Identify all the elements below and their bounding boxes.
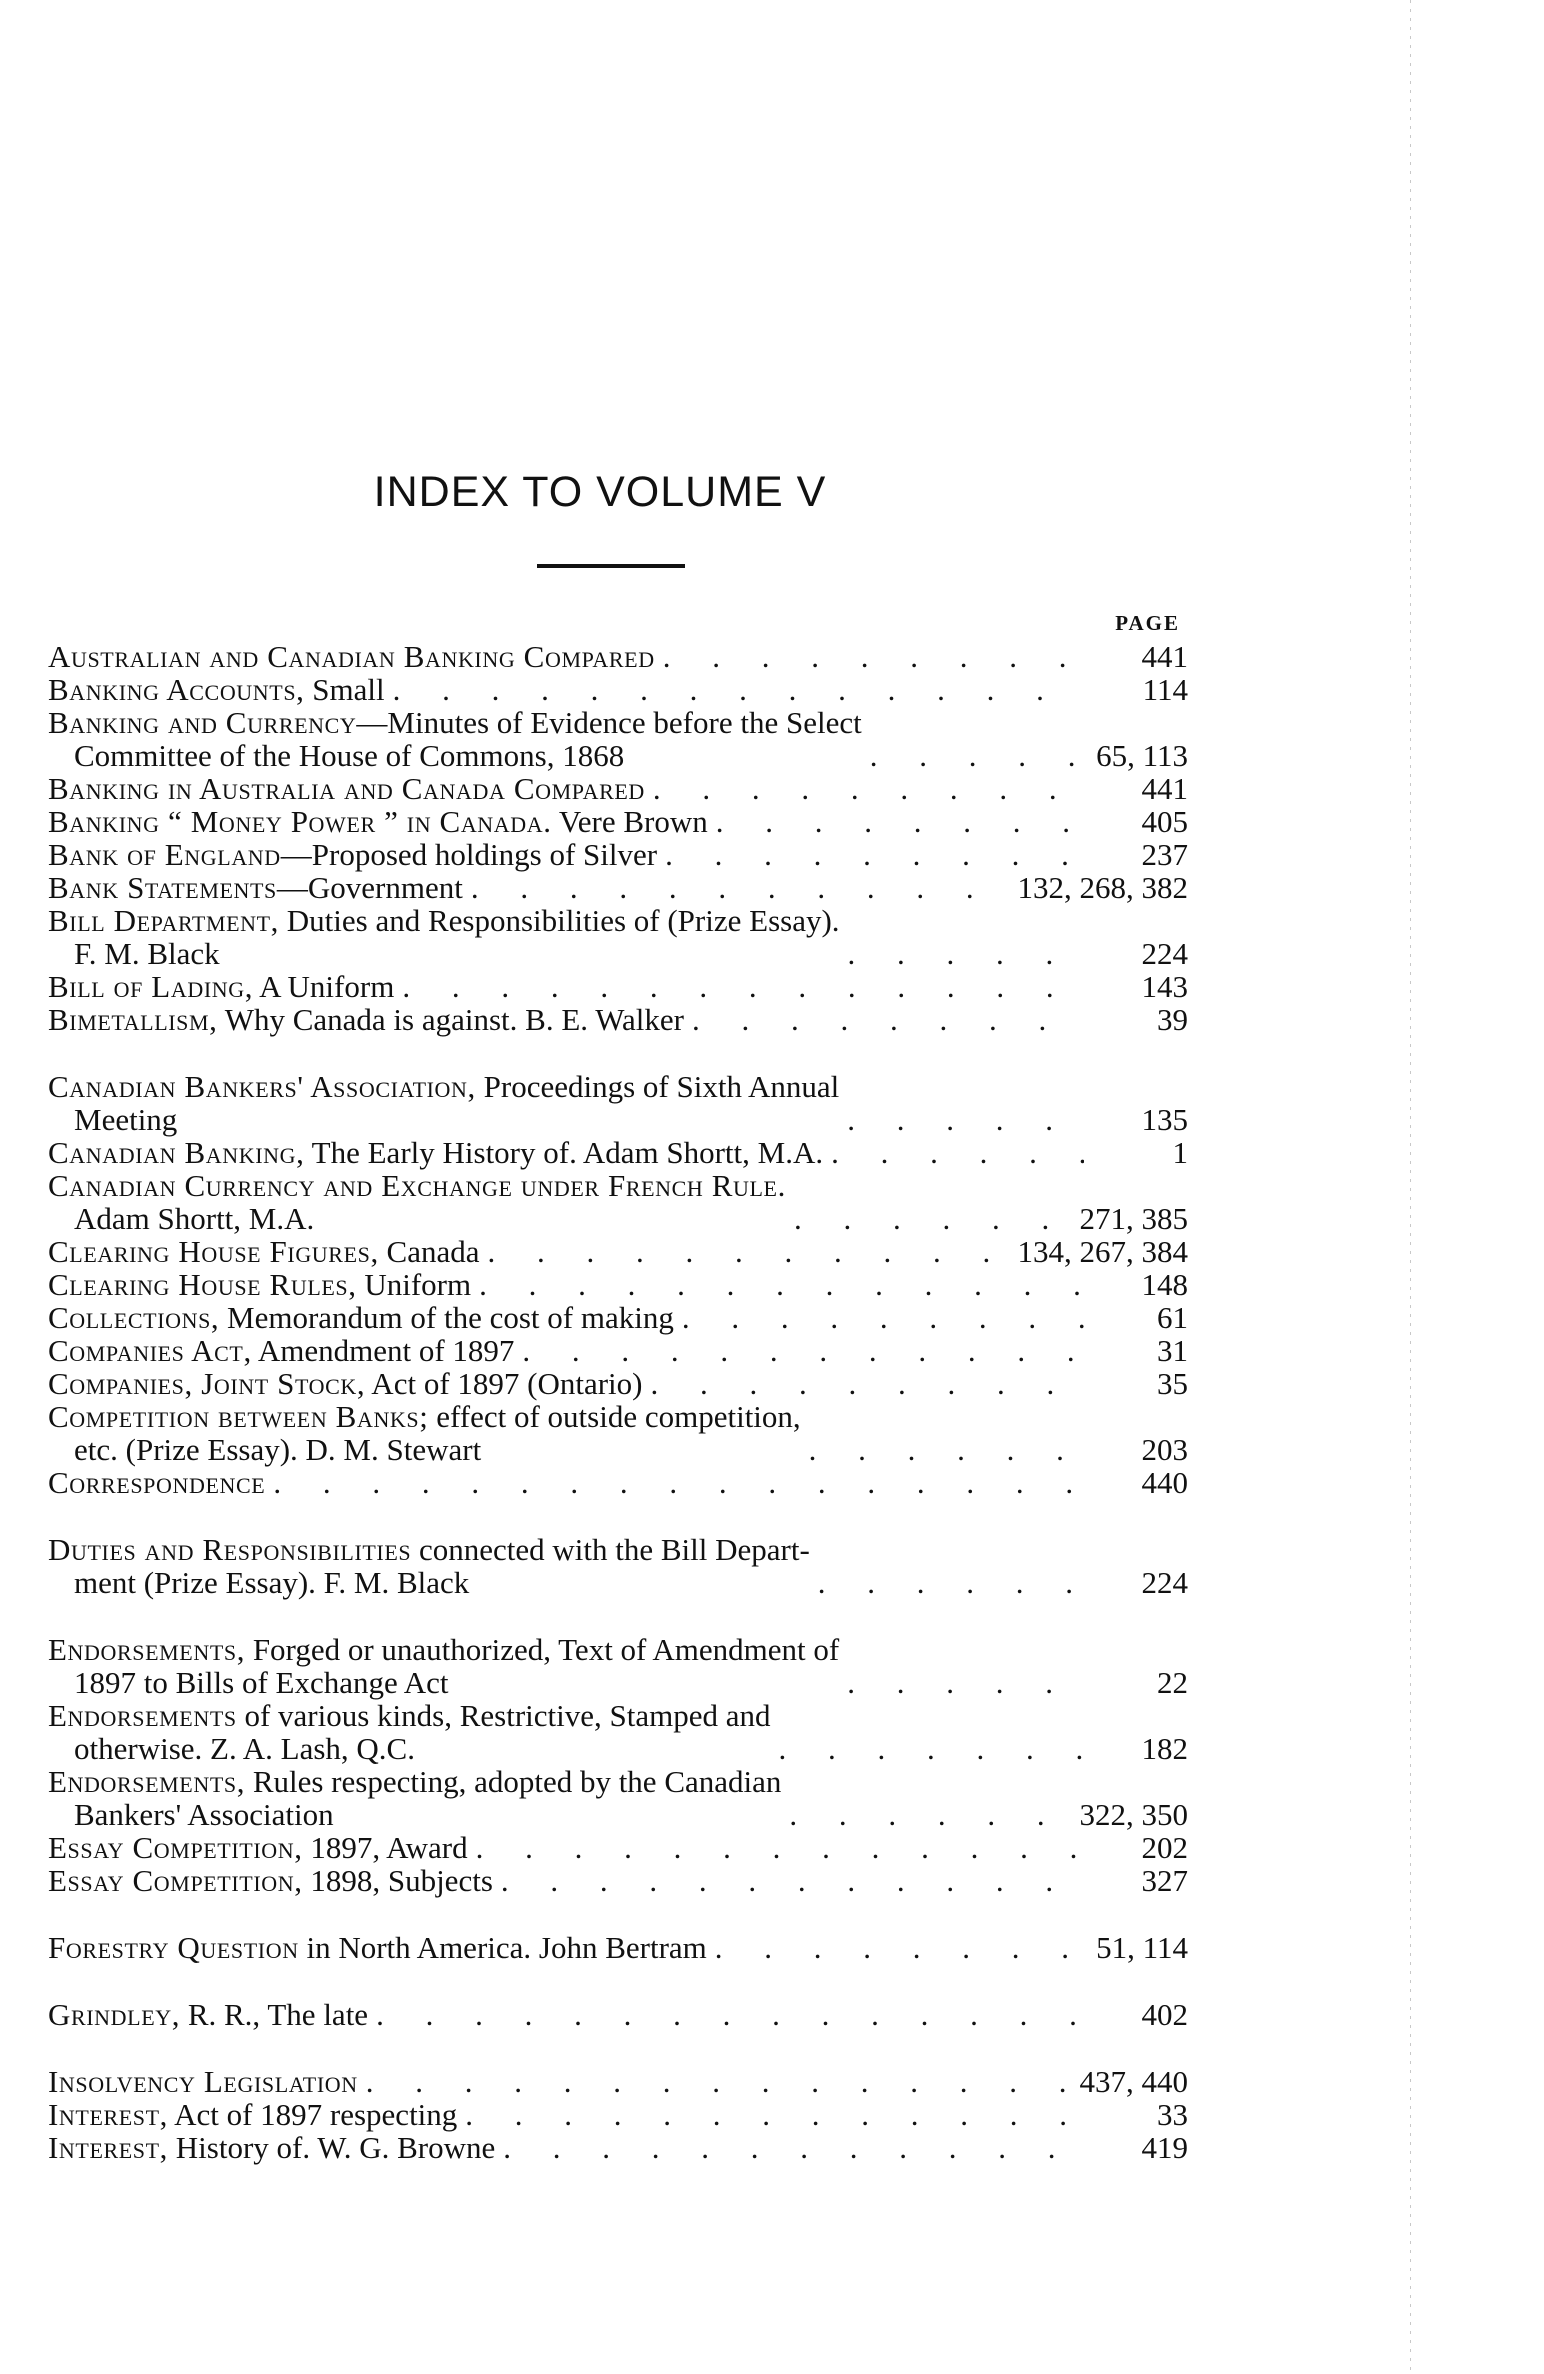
entry-first-line <box>48 2065 358 2098</box>
index-entry <box>48 1169 1188 1235</box>
index-group <box>48 640 1188 1036</box>
entry-page-numbers: 148 <box>1141 1267 1188 1302</box>
entry-heading: Bank Statements <box>48 870 277 905</box>
entry-text: otherwise. Z. A. Lash, Q.C. <box>74 1731 415 1766</box>
entry-heading: Clearing House Figures, <box>48 1234 379 1269</box>
dot-leader <box>471 1268 1084 1301</box>
entry-first-line <box>48 1136 823 1169</box>
entry-text: Memorandum of the cost of making <box>219 1300 674 1335</box>
index-entry <box>48 1301 1188 1334</box>
dot-leader <box>823 1136 1084 1169</box>
entry-text: Proceedings of Sixth Annual <box>475 1069 840 1104</box>
entry-text: Adam Shortt, M.A. <box>74 1201 315 1236</box>
dot-leader <box>839 1666 1084 1699</box>
entry-page-numbers: 134, 267, 384 <box>1017 1234 1188 1269</box>
title-rule <box>537 564 685 568</box>
entry-text: A Uniform <box>253 969 395 1004</box>
entry-first-line <box>48 1633 839 1666</box>
entry-heading: Companies, Joint Stock, <box>48 1366 366 1401</box>
entry-first-line <box>48 838 657 871</box>
index-group <box>48 1998 1188 2031</box>
entry-heading: Duties and Responsibilities <box>48 1532 412 1567</box>
entry-text: —Proposed holdings of Silver <box>280 837 658 872</box>
dot-leader <box>657 838 1084 871</box>
index-entry <box>48 1235 1188 1268</box>
dot-leader <box>495 2131 1084 2164</box>
entry-heading: Grindley, <box>48 1997 181 2032</box>
entry-heading: Endorsements <box>48 1698 237 1733</box>
entry-first-line <box>48 1070 839 1103</box>
dot-leader <box>463 871 1004 904</box>
entry-page-numbers: 1 <box>1172 1135 1188 1170</box>
entry-page-numbers: 51, 114 <box>1096 1930 1188 1965</box>
index-entry <box>48 673 1188 706</box>
dot-leader <box>771 1732 1084 1765</box>
page-column-header: PAGE <box>1115 611 1180 635</box>
entry-first-line <box>48 1931 707 1964</box>
entry-first-line <box>48 1864 493 1897</box>
dot-leader <box>862 739 1082 772</box>
entry-page-numbers: 441 <box>1141 771 1188 806</box>
entry-page-numbers: 65, 113 <box>1096 738 1188 773</box>
index-entry <box>48 1765 1188 1831</box>
entry-continuation-line <box>48 739 862 772</box>
entry-page-numbers: 203 <box>1141 1432 1188 1467</box>
dot-leader <box>265 1466 1084 1499</box>
entry-heading: Competition between Banks; <box>48 1399 429 1434</box>
entry-page-numbers: 182 <box>1141 1731 1188 1766</box>
dot-leader <box>840 937 1084 970</box>
entry-text: in North America. John Bertram <box>298 1930 707 1965</box>
entry-heading: Correspondence <box>48 1465 266 1500</box>
dot-leader <box>358 2065 1066 2098</box>
entry-first-line <box>48 970 394 1003</box>
entry-text: Uniform <box>356 1267 472 1302</box>
entry-page-numbers: 419 <box>1141 2130 1188 2165</box>
entry-continuation-line <box>48 1798 781 1831</box>
entry-heading: Banking “ Money Power ” in Canada. <box>48 804 552 839</box>
entry-page-numbers: 237 <box>1141 837 1188 872</box>
entry-page-numbers: 271, 385 <box>1079 1201 1188 1236</box>
dot-leader <box>781 1798 1065 1831</box>
index-entry <box>48 1367 1188 1400</box>
dot-leader <box>684 1003 1084 1036</box>
index-group <box>48 1070 1188 1499</box>
index-entry <box>48 1070 1188 1136</box>
entry-text: Act of 1897 respecting <box>168 2097 458 2132</box>
entry-heading: Banking Accounts, <box>48 672 305 707</box>
entry-first-line <box>48 1268 471 1301</box>
entry-text: ment (Prize Essay). F. M. Black <box>74 1565 470 1600</box>
entry-heading: Interest, <box>48 2097 169 2132</box>
entry-heading: Clearing House Rules, <box>48 1267 357 1302</box>
entry-heading: Bimetallism, <box>48 1002 218 1037</box>
entry-continuation-line <box>48 1103 839 1136</box>
index-entry <box>48 871 1188 904</box>
page-title: INDEX TO VOLUME V <box>373 468 827 516</box>
entry-heading: Bill Department, <box>48 903 280 938</box>
dot-leader <box>480 1235 1004 1268</box>
dot-leader <box>368 1998 1084 2031</box>
entry-page-numbers: 405 <box>1141 804 1188 839</box>
entry-first-line <box>48 805 708 838</box>
entry-continuation-line <box>48 1666 839 1699</box>
index-entry <box>48 640 1188 673</box>
index-entry <box>48 1931 1188 1964</box>
entry-first-line <box>48 1334 514 1367</box>
entry-heading: Australian and Canadian Banking Compared <box>48 639 655 674</box>
entry-text: 1897, Award <box>302 1830 468 1865</box>
index-entry <box>48 1633 1188 1699</box>
index-entry <box>48 2098 1188 2131</box>
entry-page-numbers: 202 <box>1141 1830 1188 1865</box>
index-group <box>48 2065 1188 2164</box>
index-entry <box>48 1466 1188 1499</box>
entry-page-numbers: 440 <box>1141 1465 1188 1500</box>
entry-heading: Collections, <box>48 1300 220 1335</box>
entry-page-numbers: 39 <box>1157 1002 1188 1037</box>
entry-first-line <box>48 1998 368 2031</box>
entry-continuation-line <box>48 1433 801 1466</box>
entry-text: of various kinds, Restrictive, Stamped and <box>236 1698 771 1733</box>
entry-page-numbers: 22 <box>1157 1665 1188 1700</box>
entry-first-line <box>48 1367 642 1400</box>
page-edge-margin <box>1410 0 1411 2374</box>
entry-text: effect of outside competition, <box>428 1399 801 1434</box>
entry-heading: Endorsements, <box>48 1764 246 1799</box>
entry-first-line <box>48 1301 674 1334</box>
entry-text: Small <box>304 672 385 707</box>
dot-leader <box>385 673 1084 706</box>
entry-page-numbers: 327 <box>1141 1863 1188 1898</box>
dot-leader <box>468 1831 1084 1864</box>
index-entry <box>48 1334 1188 1367</box>
index-entry <box>48 1003 1188 1036</box>
entry-text: Duties and Responsibilities of (Prize Essay). <box>279 903 840 938</box>
entry-first-line <box>48 1003 684 1036</box>
entry-continuation-line <box>48 1732 771 1765</box>
entry-continuation-line <box>48 1202 786 1235</box>
dot-leader <box>655 640 1084 673</box>
entry-first-line <box>48 1466 265 1499</box>
entry-text: —Minutes of Evidence before the Select <box>356 705 862 740</box>
index-list <box>48 640 1188 2164</box>
dot-leader <box>786 1202 1066 1235</box>
entry-text: Meeting <box>74 1102 178 1137</box>
entry-continuation-line <box>48 1566 810 1599</box>
entry-continuation-line <box>48 937 840 970</box>
entry-heading: Insolvency Legislation <box>48 2064 358 2099</box>
entry-text: Vere Brown <box>551 804 708 839</box>
index-entry <box>48 805 1188 838</box>
entry-text: Act of 1897 (Ontario) <box>365 1366 643 1401</box>
entry-page-numbers: 31 <box>1157 1333 1188 1368</box>
entry-page-numbers: 61 <box>1157 1300 1188 1335</box>
entry-heading: Banking in Australia and Canada Compared <box>48 771 645 806</box>
entry-text: The Early History of. Adam Shortt, M.A. <box>304 1135 824 1170</box>
entry-page-numbers: 437, 440 <box>1079 2064 1188 2099</box>
index-group <box>48 1931 1188 1964</box>
entry-page-numbers: 322, 350 <box>1079 1797 1188 1832</box>
index-entry <box>48 1136 1188 1169</box>
entry-first-line <box>48 871 463 904</box>
index-entry <box>48 2131 1188 2164</box>
entry-text: Bankers' Association <box>74 1797 334 1832</box>
entry-text: 1897 to Bills of Exchange Act <box>74 1665 449 1700</box>
index-entry <box>48 1699 1188 1765</box>
entry-heading: Canadian Banking, <box>48 1135 305 1170</box>
dot-leader <box>642 1367 1084 1400</box>
entry-first-line <box>48 1169 786 1202</box>
entry-heading: Essay Competition, <box>48 1830 303 1865</box>
index-entry <box>48 1831 1188 1864</box>
dot-leader <box>645 772 1084 805</box>
index-entry <box>48 1998 1188 2031</box>
entry-first-line <box>48 1831 468 1864</box>
entry-text: R. R., The late <box>180 1997 369 2032</box>
entry-heading: Canadian Currency and Exchange under French Rule. <box>48 1168 786 1203</box>
entry-first-line <box>48 1699 771 1732</box>
entry-page-numbers: 143 <box>1141 969 1188 1004</box>
entry-text: 1898, Subjects <box>302 1863 493 1898</box>
entry-heading: Essay Competition, <box>48 1863 303 1898</box>
entry-first-line <box>48 1235 480 1268</box>
entry-text: F. M. Black <box>74 936 220 971</box>
dot-leader <box>707 1931 1082 1964</box>
index-entry <box>48 2065 1188 2098</box>
entry-text: etc. (Prize Essay). D. M. Stewart <box>74 1432 482 1467</box>
entry-page-numbers: 114 <box>1142 672 1188 707</box>
entry-page-numbers: 33 <box>1157 2097 1188 2132</box>
entry-heading: Bill of Lading, <box>48 969 254 1004</box>
index-entry <box>48 1268 1188 1301</box>
dot-leader <box>801 1433 1084 1466</box>
index-entry <box>48 1533 1188 1599</box>
entry-page-numbers: 135 <box>1141 1102 1188 1137</box>
entry-page-numbers: 441 <box>1141 639 1188 674</box>
entry-heading: Banking and Currency <box>48 705 357 740</box>
dot-leader <box>457 2098 1084 2131</box>
dot-leader <box>514 1334 1084 1367</box>
dot-leader <box>674 1301 1084 1334</box>
entry-page-numbers: 402 <box>1141 1997 1188 2032</box>
dot-leader <box>810 1566 1084 1599</box>
entry-heading: Companies Act, <box>48 1333 252 1368</box>
entry-heading: Endorsements, <box>48 1632 246 1667</box>
dot-leader <box>839 1103 1084 1136</box>
entry-text: Rules respecting, adopted by the Canadian <box>245 1764 782 1799</box>
entry-first-line <box>48 2131 495 2164</box>
entry-first-line <box>48 640 655 673</box>
entry-first-line <box>48 706 862 739</box>
entry-heading: Bank of England <box>48 837 281 872</box>
entry-page-numbers: 132, 268, 382 <box>1017 870 1188 905</box>
entry-first-line <box>48 772 645 805</box>
entry-page-numbers: 224 <box>1141 1565 1188 1600</box>
entry-first-line <box>48 1765 781 1798</box>
entry-first-line <box>48 2098 457 2131</box>
index-entry <box>48 772 1188 805</box>
index-entry <box>48 838 1188 871</box>
entry-heading: Forestry Question <box>48 1930 299 1965</box>
index-entry <box>48 970 1188 1003</box>
entry-first-line <box>48 1400 801 1433</box>
entry-text: Canada <box>378 1234 480 1269</box>
dot-leader <box>394 970 1084 1003</box>
entry-text: Why Canada is against. B. E. Walker <box>217 1002 684 1037</box>
index-entry <box>48 1864 1188 1897</box>
dot-leader <box>708 805 1084 838</box>
entry-text: connected with the Bill Depart- <box>411 1532 810 1567</box>
entry-page-numbers: 35 <box>1157 1366 1188 1401</box>
entry-first-line <box>48 673 385 706</box>
index-group <box>48 1533 1188 1599</box>
entry-heading: Canadian Bankers' Association, <box>48 1069 476 1104</box>
entry-page-numbers: 224 <box>1141 936 1188 971</box>
entry-text: Amendment of 1897 <box>251 1333 515 1368</box>
index-entry <box>48 1400 1188 1466</box>
entry-text: History of. W. G. Browne <box>168 2130 496 2165</box>
dot-leader <box>493 1864 1084 1897</box>
index-group <box>48 1633 1188 1897</box>
entry-text: Committee of the House of Commons, 1868 <box>74 738 625 773</box>
entry-text: —Government <box>276 870 463 905</box>
entry-text: Forged or unauthorized, Text of Amendment of <box>245 1632 840 1667</box>
entry-heading: Interest, <box>48 2130 169 2165</box>
index-entry <box>48 706 1188 772</box>
entry-first-line <box>48 1533 810 1566</box>
entry-first-line <box>48 904 840 937</box>
index-entry <box>48 904 1188 970</box>
